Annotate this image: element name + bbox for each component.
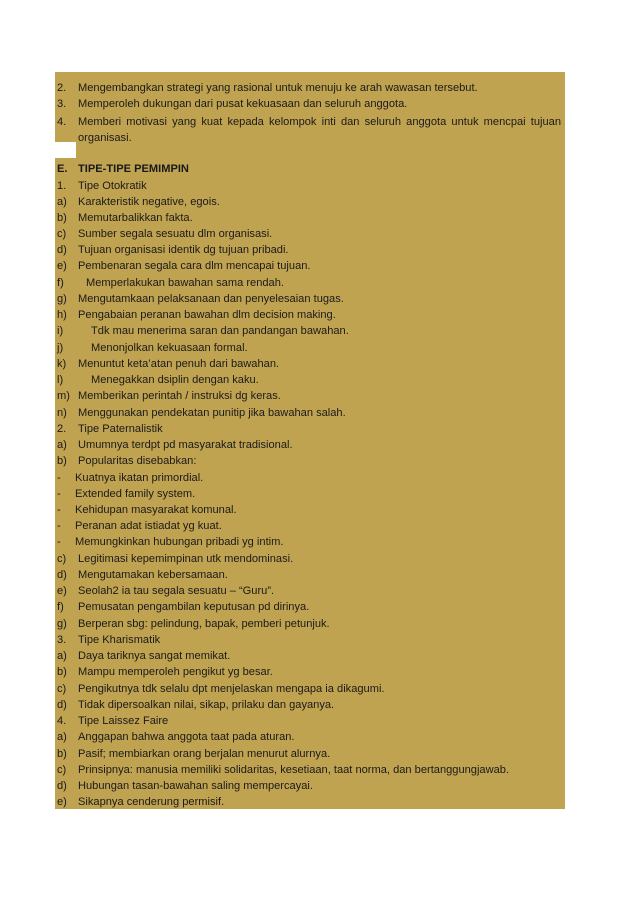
list-text: Tidak dipersoalkan nilai, sikap, prilaku dan gayanya.: [78, 699, 335, 711]
list-text: Mampu memperoleh pengikut yg besar.: [78, 666, 273, 678]
list-item: [55, 778, 565, 794]
list-item: [55, 599, 565, 615]
list-marker: c): [57, 553, 67, 565]
list-item: [55, 681, 565, 697]
list-marker: 3.: [57, 634, 67, 646]
list-marker: g): [57, 293, 67, 305]
list-item: [55, 567, 565, 583]
list-item: [55, 502, 565, 518]
list-text: Menuntut keta’atan penuh dari bawahan.: [78, 358, 280, 370]
list-marker: c): [57, 228, 67, 240]
list-item: [55, 421, 565, 437]
list-item: [55, 762, 565, 778]
list-marker: 2.: [57, 423, 67, 435]
list-text: Tujuan organisasi identik dg tujuan pribadi.: [78, 244, 289, 256]
list-marker: b): [57, 212, 67, 224]
list-item: [55, 616, 565, 632]
list-item: [55, 96, 565, 112]
list-item: [55, 664, 565, 680]
list-marker: e): [57, 260, 67, 272]
list-text: Berperan sbg: pelindung, bapak, pemberi petunjuk.: [78, 618, 330, 630]
list-marker: 4.: [57, 715, 67, 727]
list-marker: m): [57, 390, 70, 402]
list-marker: h): [57, 309, 67, 321]
list-item: [55, 794, 565, 810]
list-item: [55, 275, 565, 291]
list-item: [55, 746, 565, 762]
list-marker: b): [57, 455, 67, 467]
list-text: Memperoleh dukungan dari pusat kekuasaan dan seluruh anggota.: [78, 98, 408, 110]
list-item: [55, 697, 565, 713]
list-item: [55, 178, 565, 194]
list-text: Memungkinkan hubungan pribadi yg intim.: [75, 536, 284, 548]
list-text: Menegakkan dsiplin dengan kaku.: [91, 374, 259, 386]
list-text: Tdk mau menerima saran dan pandangan bawahan.: [91, 325, 349, 337]
list-marker: f): [57, 601, 64, 613]
list-text: Menggunakan pendekatan punitip jika bawahan salah.: [78, 407, 346, 419]
list-text: Prinsipnya: manusia memiliki solidaritas, kesetiaan, taat norma, dan bertanggungjawab.: [78, 764, 510, 776]
list-item: [55, 210, 565, 226]
list-text: Umumnya terdpt pd masyarakat tradisional.: [78, 439, 293, 451]
list-marker: j): [57, 342, 64, 354]
list-text: Seolah2 ia tau segala sesuatu – “Guru”.: [78, 585, 275, 597]
list-item: [55, 405, 565, 421]
list-text: Sikapnya cenderung permisif.: [78, 796, 225, 808]
list-text: Mengembangkan strategi yang rasional untuk menuju ke arah wawasan tersebut.: [78, 82, 478, 94]
document-page: [55, 72, 565, 809]
section-marker: E.: [57, 163, 68, 175]
list-marker: -: [57, 520, 61, 532]
list-text: Daya tariknya sangat memikat.: [78, 650, 231, 662]
list-text: Peranan adat istiadat yg kuat.: [75, 520, 222, 532]
list-text: Kuatnya ikatan primordial.: [75, 472, 204, 484]
list-text: Pemusatan pengambilan keputusan pd dirinya.: [78, 601, 310, 613]
list-marker: 2.: [57, 82, 67, 94]
list-text: Memperlakukan bawahan sama rendah.: [86, 277, 284, 289]
list-marker: a): [57, 439, 67, 451]
section-heading: [55, 161, 565, 177]
list-item: [55, 632, 565, 648]
list-marker: c): [57, 683, 67, 695]
list-marker: k): [57, 358, 67, 370]
list-text: Popularitas disebabkan:: [78, 455, 197, 467]
list-item: [55, 242, 565, 258]
list-text: Mengutamakan kebersamaan.: [78, 569, 228, 581]
list-item: [55, 453, 565, 469]
list-marker: 1.: [57, 180, 67, 192]
list-text: organisasi.: [78, 132, 132, 144]
list-text: Pengabaian peranan bawahan dlm decision making.: [78, 309, 336, 321]
list-marker: e): [57, 796, 67, 808]
list-marker: d): [57, 569, 67, 581]
list-item: [55, 713, 565, 729]
list-item: [55, 372, 565, 388]
list-text: Hubungan tasan-bawahan saling mempercayai.: [78, 780, 313, 792]
list-marker: i): [57, 325, 64, 337]
list-item: [55, 486, 565, 502]
list-text: Memutarbalikkan fakta.: [78, 212, 193, 224]
list-marker: a): [57, 650, 67, 662]
list-marker: 4.: [57, 116, 67, 128]
list-text: Tipe Paternalistik: [78, 423, 163, 435]
list-text: Memberi motivasi yang kuat kepada kelompok inti dan seluruh anggota untuk mencpai tujuan: [78, 116, 561, 128]
list-text: Kehidupan masyarakat komunal.: [75, 504, 237, 516]
list-item: [55, 323, 565, 339]
list-text: Pengikutnya tdk selalu dpt menjelaskan mengapa ia dikagumi.: [78, 683, 385, 695]
list-text: Karakteristik negative, egois.: [78, 196, 220, 208]
list-marker: -: [57, 504, 61, 516]
list-marker: d): [57, 699, 67, 711]
list-text: Anggapan bahwa anggota taat pada aturan.: [78, 731, 295, 743]
list-marker: -: [57, 536, 61, 548]
list-item: [55, 583, 565, 599]
list-item: [55, 226, 565, 242]
list-item: [55, 518, 565, 534]
list-text: Menonjolkan kekuasaan formal.: [91, 342, 248, 354]
list-marker: e): [57, 585, 67, 597]
list-marker: -: [57, 488, 61, 500]
blank-cell: [55, 142, 76, 158]
list-marker: f): [57, 277, 64, 289]
list-marker: c): [57, 764, 67, 776]
list-text: Tipe Laissez Faire: [78, 715, 169, 727]
list-text: Tipe Kharismatik: [78, 634, 161, 646]
list-text: Pasif; membiarkan orang berjalan menurut alurnya.: [78, 748, 331, 760]
list-text: Legitimasi kepemimpinan utk mendominasi.: [78, 553, 294, 565]
list-text: Memberikan perintah / instruksi dg keras.: [78, 390, 281, 402]
list-item: [55, 648, 565, 664]
list-item: [55, 291, 565, 307]
list-text: Pembenaran segala cara dlm mencapai tujuan.: [78, 260, 311, 272]
list-text: Tipe Otokratik: [78, 180, 147, 192]
list-item: [55, 340, 565, 356]
list-item: [55, 551, 565, 567]
list-item: [55, 307, 565, 323]
list-item: [55, 114, 565, 130]
list-text: Mengutamkaan pelaksanaan dan penyelesaian tugas.: [78, 293, 344, 305]
list-item: [55, 80, 565, 96]
list-item: [55, 534, 565, 550]
list-marker: b): [57, 666, 67, 678]
list-marker: a): [57, 196, 67, 208]
list-item: [55, 194, 565, 210]
list-item: [55, 470, 565, 486]
list-item-continuation: [55, 130, 565, 146]
list-text: Extended family system.: [75, 488, 196, 500]
section-title: TIPE-TIPE PEMIMPIN: [78, 163, 189, 175]
list-item: [55, 437, 565, 453]
list-item: [55, 388, 565, 404]
list-marker: d): [57, 244, 67, 256]
list-marker: g): [57, 618, 67, 630]
list-text: Sumber segala sesuatu dlm organisasi.: [78, 228, 273, 240]
list-marker: a): [57, 731, 67, 743]
list-marker: d): [57, 780, 67, 792]
list-item: [55, 258, 565, 274]
list-marker: -: [57, 472, 61, 484]
list-marker: n): [57, 407, 67, 419]
list-marker: b): [57, 748, 67, 760]
list-item: [55, 356, 565, 372]
list-marker: 3.: [57, 98, 67, 110]
list-item: [55, 729, 565, 745]
list-marker: l): [57, 374, 64, 386]
